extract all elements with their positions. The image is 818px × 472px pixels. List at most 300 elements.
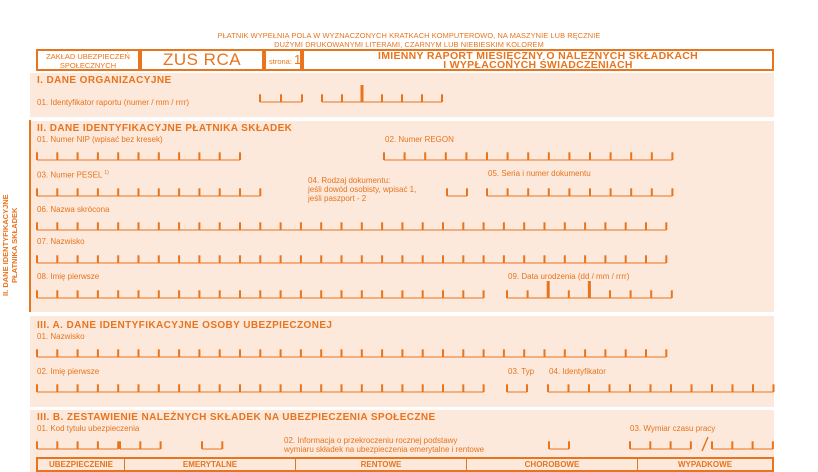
insured-first-name-field-tick: [219, 384, 221, 392]
short-name-field-tick: [665, 222, 667, 230]
payer-surname-field-tick: [178, 255, 180, 263]
insured-first-name-field-tick: [300, 384, 302, 392]
working-time-denominator-field-tick: [731, 441, 733, 449]
pesel-field-tick: [36, 188, 38, 196]
short-name-field-tick: [239, 222, 241, 230]
insured-identifier-field-tick: [752, 384, 754, 392]
insured-first-name-field-tick: [442, 384, 444, 392]
insured-identifier-field-tick: [732, 384, 734, 392]
payer-surname-field-tick: [239, 255, 241, 263]
insurance-title-code-field-a-tick: [77, 441, 79, 449]
side-label-line1: II. DANE IDENTYFIKACYJNE: [1, 194, 10, 296]
nip-field-tick: [36, 152, 38, 160]
regon-field-tick: [424, 152, 426, 160]
working-time-numerator-field-tick: [629, 441, 631, 449]
section2-title: II. DANE IDENTYFIKACYJNE PŁATNIKA SKŁADEK: [37, 123, 293, 134]
document-number-field-tick: [568, 188, 570, 196]
payer-surname-field-tick: [361, 255, 363, 263]
short-name-field-tick: [523, 222, 525, 230]
nip-label: 01. Numer NIP (wpisać bez kresek): [37, 135, 163, 144]
regon-field-tick: [383, 152, 385, 160]
short-name-field-tick: [219, 222, 221, 230]
working-time-slash: [702, 437, 708, 451]
working-time-label: 03. Wymiar czasu pracy: [630, 424, 716, 433]
annual-cap-field[interactable]: [548, 441, 570, 449]
payer-first-name-field-tick: [300, 290, 302, 298]
insurance-title-code-field-b[interactable]: [119, 441, 162, 449]
payer-surname-field-tick: [462, 255, 464, 263]
annual-cap-field-tick: [568, 441, 570, 449]
birth-date-field-tick: [650, 290, 652, 298]
payer-first-name-field-tick: [341, 290, 343, 298]
payer-surname-field-tick: [503, 255, 505, 263]
working-time-numerator-field-tick: [690, 441, 692, 449]
insured-surname-field-tick: [361, 349, 363, 357]
working-time-denominator-field-tick: [772, 441, 774, 449]
payer-first-name-field-tick: [77, 290, 79, 298]
payer-surname-field-tick: [97, 255, 99, 263]
insured-surname-field-tick: [503, 349, 505, 357]
insured-surname-field-tick: [259, 349, 261, 357]
short-name-field-tick: [361, 222, 363, 230]
pesel-field-tick: [259, 188, 261, 196]
insured-first-name-field-tick: [401, 384, 403, 392]
payer-first-name-field-tick: [239, 290, 241, 298]
insured-first-name-field-tick: [77, 384, 79, 392]
working-time-numerator-field-tick: [670, 441, 672, 449]
insured-surname-field-tick: [158, 349, 160, 357]
form-title-line2: I WYPŁACONYCH ŚWIADCZENIACH: [443, 59, 633, 71]
short-name-field-tick: [117, 222, 119, 230]
short-name-field-tick: [280, 222, 282, 230]
birth-date-field-tick: [527, 290, 529, 298]
working-time-numerator-field-tick: [649, 441, 651, 449]
payer-surname-field-tick: [564, 255, 566, 263]
insured-surname-field-tick: [625, 349, 627, 357]
payer-first-name-field-tick: [462, 290, 464, 298]
insured-surname-field-tick: [604, 349, 606, 357]
doc-type-line3: jeśli paszport - 2: [308, 194, 367, 203]
col-sickness: CHOROBOWE: [467, 459, 638, 470]
payer-surname-field-tick: [198, 255, 200, 263]
doc-type-line1: 04. Rodzaj dokumentu:: [308, 176, 391, 185]
payer-first-name-field-tick: [219, 290, 221, 298]
regon-field-tick: [589, 152, 591, 160]
short-name-field-tick: [584, 222, 586, 230]
report-id-date-field-tick: [441, 94, 443, 102]
insured-first-name-field-tick: [422, 384, 424, 392]
insured-first-name-field-tick: [320, 384, 322, 392]
insured-surname-label: 01. Nazwisko: [37, 332, 85, 341]
insured-type-field-tick: [526, 384, 528, 392]
payer-first-name-field-tick: [483, 290, 485, 298]
document-number-field-tick: [507, 188, 509, 196]
col-accident: WYPADKOWE: [677, 460, 733, 469]
pesel-field-tick: [158, 188, 160, 196]
payer-surname-field[interactable]: [36, 255, 667, 263]
payer-surname-field-tick: [36, 255, 38, 263]
insured-first-name-field-tick: [36, 384, 38, 392]
regon-field-tick: [548, 152, 550, 160]
insurance-title-code-field-c-tick: [201, 441, 203, 449]
birth-date-field-tick: [568, 290, 570, 298]
short-name-field-tick: [198, 222, 200, 230]
nip-field-tick: [56, 152, 58, 160]
document-number-field[interactable]: [486, 188, 673, 196]
insured-first-name-field-tick: [483, 384, 485, 392]
insurance-title-code-field-a-tick: [117, 441, 119, 449]
payer-first-name-field-tick: [381, 290, 383, 298]
document-type-field[interactable]: [446, 188, 468, 196]
payer-first-name-field-tick: [97, 290, 99, 298]
insured-surname-field-tick: [178, 349, 180, 357]
payer-first-name-field-tick: [280, 290, 282, 298]
insured-surname-field-tick: [401, 349, 403, 357]
payer-surname-field-tick: [138, 255, 140, 263]
short-name-field-tick: [36, 222, 38, 230]
insured-identifier-field-tick: [711, 384, 713, 392]
payer-first-name-field-tick: [138, 290, 140, 298]
nip-field-tick: [178, 152, 180, 160]
insured-surname-field-tick: [138, 349, 140, 357]
insured-surname-field-tick: [523, 349, 525, 357]
insured-first-name-field-tick: [259, 384, 261, 392]
instructions-line2: DUŻYMI DRUKOWANYMI LITERAMI, CZARNYM LUB NIEBIESKIM KOLOREM: [274, 40, 544, 49]
insured-surname-field-tick: [56, 349, 58, 357]
regon-field-tick: [568, 152, 570, 160]
payer-surname-field-tick: [259, 255, 261, 263]
pesel-field-tick: [198, 188, 200, 196]
short-name-field-tick: [645, 222, 647, 230]
short-name-field-tick: [422, 222, 424, 230]
short-name-field-tick: [259, 222, 261, 230]
insured-surname-field-tick: [320, 349, 322, 357]
insured-first-name-field-tick: [239, 384, 241, 392]
insured-identifier-field-tick: [609, 384, 611, 392]
insurance-title-code-field-a-tick: [36, 441, 38, 449]
report-id-date-field-tick: [361, 85, 364, 102]
payer-first-name-field-tick: [442, 290, 444, 298]
insured-surname-field-tick: [584, 349, 586, 357]
regon-field-tick: [651, 152, 653, 160]
nip-field-tick: [239, 152, 241, 160]
payer-first-name-field-tick: [158, 290, 160, 298]
short-name-field-tick: [564, 222, 566, 230]
insured-surname-field-tick: [239, 349, 241, 357]
short-name-field-tick: [604, 222, 606, 230]
nip-field-tick: [117, 152, 119, 160]
payer-first-name-field-tick: [178, 290, 180, 298]
payer-surname-field-tick: [401, 255, 403, 263]
insured-first-name-field-tick: [117, 384, 119, 392]
insured-surname-field-tick: [341, 349, 343, 357]
insured-surname-field-tick: [483, 349, 485, 357]
pesel-field-tick: [178, 188, 180, 196]
document-number-field-tick: [548, 188, 550, 196]
insured-first-name-field-tick: [138, 384, 140, 392]
payer-surname-field-tick: [523, 255, 525, 263]
insured-identifier-field-tick: [547, 384, 549, 392]
insured-first-name-field-tick: [280, 384, 282, 392]
document-number-field-tick: [589, 188, 591, 196]
insured-surname-field-tick: [544, 349, 546, 357]
short-name-field-tick: [158, 222, 160, 230]
short-name-field-tick: [77, 222, 79, 230]
payer-surname-field-tick: [604, 255, 606, 263]
birth-date-field-tick: [671, 290, 673, 298]
insured-surname-field-tick: [77, 349, 79, 357]
payer-first-name-field-tick: [198, 290, 200, 298]
section3a-title: III. A. DANE IDENTYFIKACYJNE OSOBY UBEZPIECZONEJ: [37, 320, 333, 331]
insured-first-name-field-tick: [158, 384, 160, 392]
payer-surname-field-tick: [300, 255, 302, 263]
payer-surname-field-tick: [381, 255, 383, 263]
side-label-line2: PŁATNIKA SKŁADEK: [10, 207, 19, 283]
pesel-field-tick: [56, 188, 58, 196]
payer-first-name-field-tick: [259, 290, 261, 298]
zus-name-line2: SPOŁECZNYCH: [59, 61, 117, 70]
insured-surname-field-tick: [97, 349, 99, 357]
payer-first-name-field-tick: [56, 290, 58, 298]
insurance-title-code-field-b-tick: [119, 441, 121, 449]
short-name-field-tick: [483, 222, 485, 230]
insured-surname-field-tick: [381, 349, 383, 357]
insured-surname-field[interactable]: [36, 349, 667, 357]
birth-date-label: 09. Data urodzenia (dd / mm / rrrr): [508, 272, 630, 281]
payer-surname-field-tick: [625, 255, 627, 263]
payer-surname-field-tick: [483, 255, 485, 263]
report-id-number-field-tick: [301, 94, 303, 102]
nip-field-tick: [97, 152, 99, 160]
short-name-field-tick: [503, 222, 505, 230]
birth-date-field-tick: [588, 281, 591, 298]
report-id-date-field-tick: [421, 94, 423, 102]
regon-field-tick: [610, 152, 612, 160]
payer-surname-field-tick: [56, 255, 58, 263]
insured-first-name-field-tick: [381, 384, 383, 392]
pesel-field[interactable]: [36, 188, 261, 196]
short-name-field-tick: [462, 222, 464, 230]
col-disability: RENTOWE: [296, 459, 467, 470]
insurance-title-code-field-b-tick: [160, 441, 162, 449]
insured-identifier-field-tick: [568, 384, 570, 392]
annual-cap-line2: wymiaru składek na ubezpieczenia emerytalne i rentowe: [284, 445, 485, 454]
insured-first-name-field-tick: [97, 384, 99, 392]
insurance-title-code-field-b-tick: [139, 441, 141, 449]
payer-surname-field-tick: [584, 255, 586, 263]
insured-first-name-field-tick: [462, 384, 464, 392]
insured-identifier-label: 04. Identyfikator: [549, 367, 606, 376]
section3b-title: III. B. ZESTAWIENIE NALEŻNYCH SKŁADEK NA UBEZPIECZENIA SPOŁECZNE: [37, 412, 436, 423]
report-id-date-field[interactable]: [321, 85, 443, 102]
short-name-field-tick: [320, 222, 322, 230]
insured-surname-field-tick: [645, 349, 647, 357]
insured-surname-field-tick: [422, 349, 424, 357]
regon-field-tick: [465, 152, 467, 160]
payer-surname-field-tick: [158, 255, 160, 263]
payer-surname-field-tick: [219, 255, 221, 263]
pesel-field-tick: [77, 188, 79, 196]
birth-date-field-tick: [547, 281, 550, 298]
instructions-line1: PŁATNIK WYPEŁNIA POLA W WYZNACZONYCH KRATKACH KOMPUTEROWO, NA MASZYNIE LUB RĘCZNIE: [217, 31, 601, 40]
report-id-date-field-tick: [341, 94, 343, 102]
insured-identifier-field-tick: [588, 384, 590, 392]
report-id-date-field-tick: [401, 94, 403, 102]
insured-identifier-field[interactable]: [547, 384, 775, 392]
page-label: strona:: [269, 57, 292, 66]
insured-first-name-field-tick: [56, 384, 58, 392]
working-time-numerator-field[interactable]: [629, 441, 692, 449]
insured-surname-field-tick: [117, 349, 119, 357]
insured-first-name-label: 02. Imię pierwsze: [37, 367, 100, 376]
insured-type-field[interactable]: [506, 384, 528, 392]
document-number-field-tick: [651, 188, 653, 196]
short-name-field-tick: [56, 222, 58, 230]
short-name-field-tick: [178, 222, 180, 230]
document-type-field-tick: [466, 188, 468, 196]
payer-surname-field-tick: [117, 255, 119, 263]
payer-first-name-field-tick: [361, 290, 363, 298]
document-number-field-tick: [486, 188, 488, 196]
form-code: ZUS RCA: [140, 49, 264, 71]
insurance-title-code-field-c[interactable]: [201, 441, 223, 449]
pesel-footnote: 1): [104, 170, 109, 176]
payer-surname-field-tick: [280, 255, 282, 263]
payer-first-name-field-tick: [401, 290, 403, 298]
document-number-field-tick: [630, 188, 632, 196]
doc-type-line2: jeśli dowód osobisty, wpisać 1,: [308, 185, 417, 194]
regon-field-tick: [630, 152, 632, 160]
short-name-field-tick: [381, 222, 383, 230]
document-number-label: 05. Seria i numer dokumentu: [488, 169, 591, 178]
insurance-title-code-field-a-tick: [97, 441, 99, 449]
short-name-field-tick: [341, 222, 343, 230]
regon-field[interactable]: [383, 152, 673, 160]
insured-surname-field-tick: [36, 349, 38, 357]
report-id-number-field[interactable]: [259, 94, 303, 102]
insurance-title-code-label: 01. Kod tytułu ubezpieczenia: [37, 424, 140, 433]
insured-type-field-tick: [506, 384, 508, 392]
payer-first-name-field-tick: [320, 290, 322, 298]
insurance-title-code-field-a[interactable]: [36, 441, 119, 449]
payer-first-name-field[interactable]: [36, 290, 485, 298]
short-name-field[interactable]: [36, 222, 667, 230]
insured-surname-field-tick: [198, 349, 200, 357]
short-name-field-tick: [300, 222, 302, 230]
insured-surname-field-tick: [665, 349, 667, 357]
short-name-field-tick: [138, 222, 140, 230]
nip-field-tick: [219, 152, 221, 160]
pesel-label-text: 03. Numer PESEL: [37, 170, 103, 180]
short-name-field-tick: [442, 222, 444, 230]
insured-surname-field-tick: [300, 349, 302, 357]
section1-title: I. DANE ORGANIZACYJNE: [37, 75, 172, 86]
zus-name-line1: ZAKŁAD UBEZPIECZEŃ: [46, 52, 130, 61]
short-name-field-tick: [544, 222, 546, 230]
document-type-field-tick: [446, 188, 448, 196]
regon-field-tick: [507, 152, 509, 160]
payer-surname-label: 07. Nazwisko: [37, 237, 85, 246]
col-insurance: UBEZPIECZENIE: [38, 459, 125, 470]
insured-identifier-field-tick: [773, 384, 775, 392]
birth-date-field-tick: [506, 290, 508, 298]
report-id-number-field-tick: [259, 94, 261, 102]
pesel-field-tick: [97, 188, 99, 196]
payer-surname-field-tick: [320, 255, 322, 263]
insurance-title-code-field-a-tick: [56, 441, 58, 449]
insured-surname-field-tick: [442, 349, 444, 357]
short-name-field-tick: [625, 222, 627, 230]
birth-date-field-tick: [630, 290, 632, 298]
insured-first-name-field-tick: [198, 384, 200, 392]
report-id-label: 01. Identyfikator raportu (numer / mm / rrrr): [37, 98, 190, 107]
short-name-label: 06. Nazwa skrócona: [37, 205, 110, 214]
report-id-number-field-tick: [280, 94, 282, 102]
insured-surname-field-tick: [280, 349, 282, 357]
nip-field-tick: [198, 152, 200, 160]
nip-field[interactable]: [36, 152, 241, 160]
document-number-field-tick: [671, 188, 673, 196]
payer-surname-field-tick: [422, 255, 424, 263]
payer-first-name-label: 08. Imię pierwsze: [37, 272, 100, 281]
short-name-field-tick: [97, 222, 99, 230]
annual-cap-field-tick: [548, 441, 550, 449]
insured-surname-field-tick: [462, 349, 464, 357]
payer-surname-field-tick: [665, 255, 667, 263]
payer-first-name-field-tick: [117, 290, 119, 298]
insured-first-name-field-tick: [361, 384, 363, 392]
short-name-field-tick: [401, 222, 403, 230]
nip-field-tick: [77, 152, 79, 160]
payer-surname-field-tick: [341, 255, 343, 263]
page-number: 1: [293, 52, 302, 67]
pesel-field-tick: [138, 188, 140, 196]
insured-first-name-field[interactable]: [36, 384, 485, 392]
nip-field-tick: [158, 152, 160, 160]
report-id-date-field-tick: [381, 94, 383, 102]
working-time-denominator-field[interactable]: [711, 441, 774, 449]
working-time-denominator-field-tick: [711, 441, 713, 449]
regon-field-tick: [527, 152, 529, 160]
birth-date-field[interactable]: [506, 281, 673, 298]
regon-label: 02. Numer REGON: [385, 135, 454, 144]
payer-surname-field-tick: [77, 255, 79, 263]
document-number-field-tick: [610, 188, 612, 196]
payer-surname-field-tick: [544, 255, 546, 263]
insured-surname-field-tick: [564, 349, 566, 357]
report-id-date-field-tick: [321, 94, 323, 102]
payer-first-name-field-tick: [36, 290, 38, 298]
regon-field-tick: [671, 152, 673, 160]
annual-cap-line1: 02. Informacja o przekroczeniu rocznej podstawy: [284, 436, 458, 445]
working-time-denominator-field-tick: [752, 441, 754, 449]
insured-identifier-field-tick: [629, 384, 631, 392]
document-number-field-tick: [527, 188, 529, 196]
payer-first-name-field-tick: [422, 290, 424, 298]
insured-identifier-field-tick: [670, 384, 672, 392]
insured-identifier-field-tick: [691, 384, 693, 392]
nip-field-tick: [138, 152, 140, 160]
insured-type-label: 03. Typ: [508, 367, 535, 376]
insured-surname-field-tick: [219, 349, 221, 357]
regon-field-tick: [445, 152, 447, 160]
insurance-title-code-field-c-tick: [221, 441, 223, 449]
pesel-field-tick: [219, 188, 221, 196]
pesel-field-tick: [239, 188, 241, 196]
insured-first-name-field-tick: [178, 384, 180, 392]
payer-surname-field-tick: [645, 255, 647, 263]
insured-identifier-field-tick: [650, 384, 652, 392]
